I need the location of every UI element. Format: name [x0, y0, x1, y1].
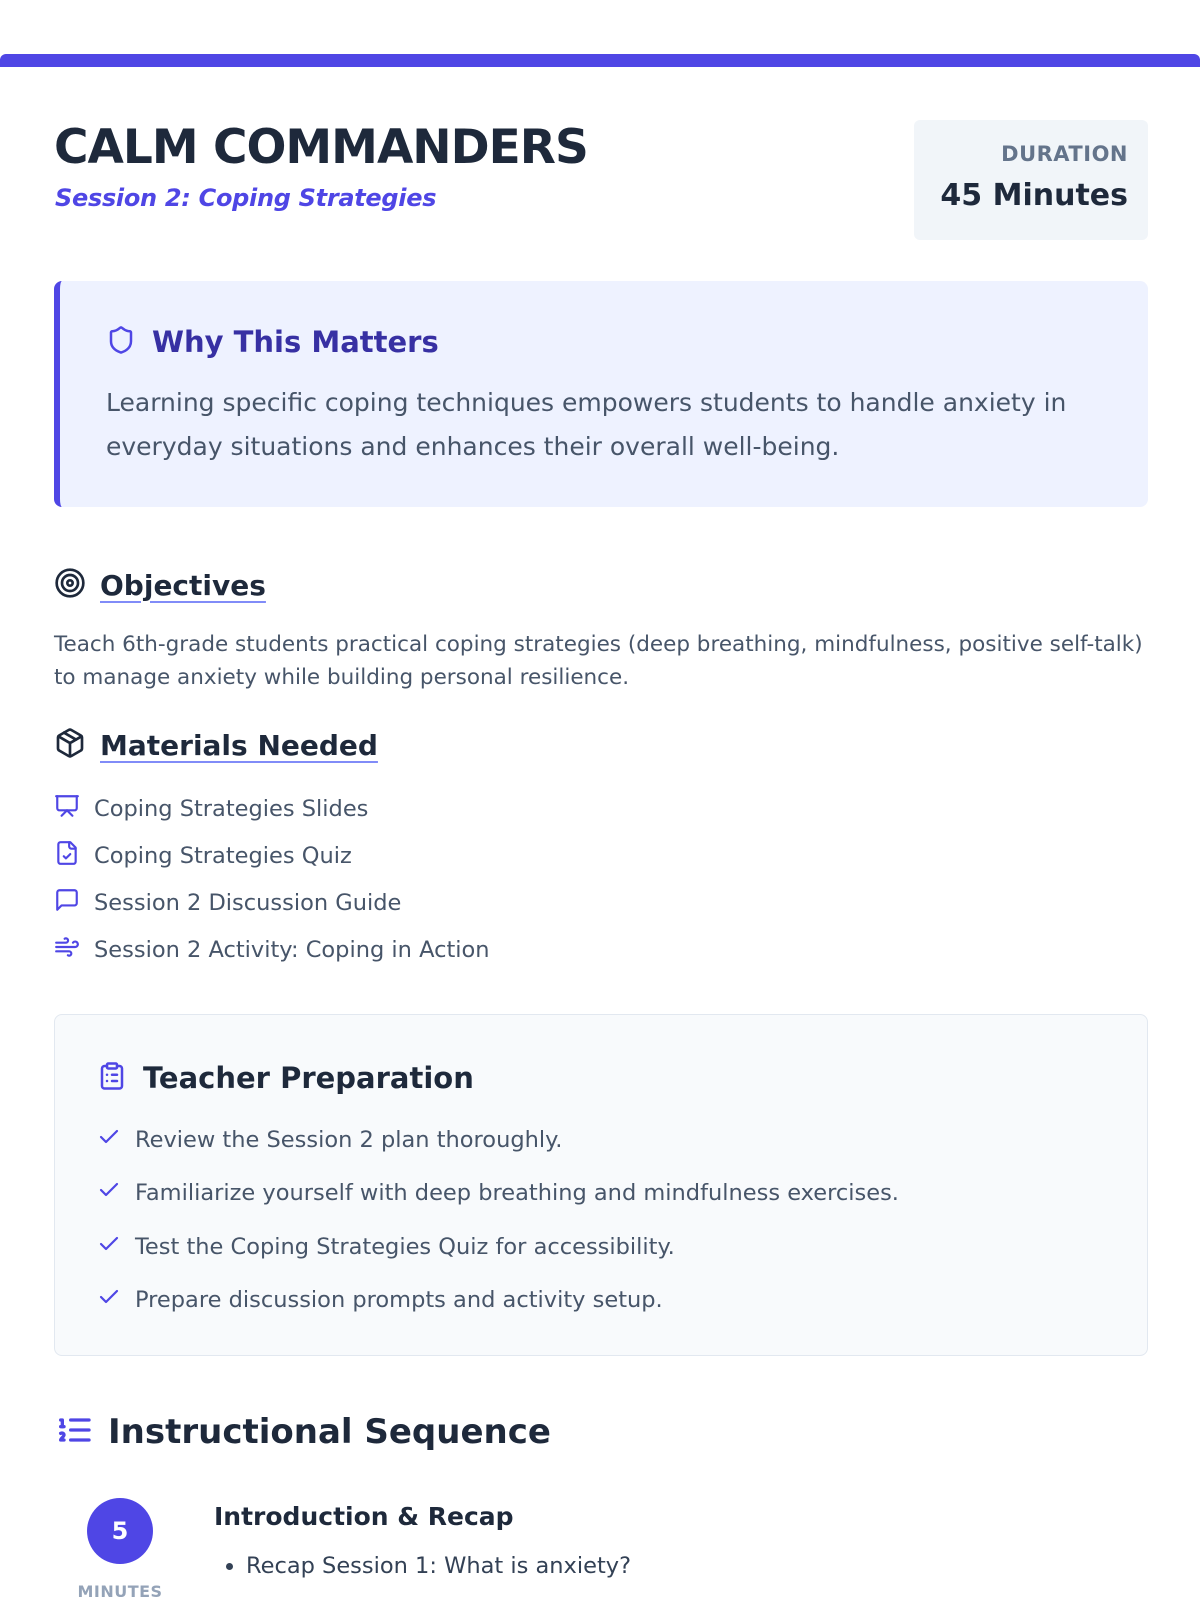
- why-this-matters-callout: [54, 281, 1148, 507]
- list-item: [97, 1167, 899, 1221]
- why-title: Why This Matters: [152, 325, 439, 359]
- prep-checklist: [97, 1113, 899, 1327]
- prep-item-label: Test the Coping Strategies Quiz for accessibility.: [135, 1233, 675, 1260]
- list-item[interactable]: [54, 926, 490, 973]
- sequence-heading: [54, 1410, 551, 1454]
- list-item[interactable]: [54, 785, 490, 832]
- step-bullets: [246, 1549, 631, 1584]
- material-label: Coping Strategies Slides: [94, 795, 369, 822]
- material-label: Session 2 Discussion Guide: [94, 889, 402, 916]
- list-item: [97, 1113, 899, 1167]
- prep-title: Teacher Preparation: [143, 1061, 474, 1095]
- prep-item-label: Review the Session 2 plan thoroughly.: [135, 1126, 563, 1153]
- list-item: • Recap Session 1: What is anxiety?: [246, 1549, 631, 1584]
- list-item: [97, 1274, 899, 1328]
- list-item[interactable]: [54, 832, 490, 879]
- clipboard-list-icon: [97, 1061, 143, 1095]
- objectives-heading: [54, 567, 266, 603]
- duration-card: [914, 120, 1148, 240]
- wind-icon: [54, 934, 94, 966]
- duration-label: DURATION: [1001, 142, 1128, 166]
- prep-item-label: Prepare discussion prompts and activity setup.: [135, 1287, 663, 1314]
- list-ordered-icon: [54, 1410, 108, 1454]
- step-title: Introduction & Recap: [214, 1502, 514, 1531]
- materials-list: [54, 785, 490, 973]
- check-icon: [97, 1232, 135, 1262]
- session-subtitle: Session 2: Coping Strategies: [55, 184, 437, 212]
- file-check-icon: [54, 840, 94, 872]
- duration-value: 45 Minutes: [940, 178, 1128, 213]
- teacher-preparation-card: [54, 1014, 1148, 1356]
- material-label: Session 2 Activity: Coping in Action: [94, 936, 490, 963]
- check-icon: [97, 1125, 135, 1155]
- objectives-text: Teach 6th-grade students practical coping strategies (deep breathing, mindfulness, positive self-talk) to manage anxiety while building personal resilience.: [54, 632, 1143, 690]
- page-header: [54, 120, 1148, 242]
- objectives-title: Objectives: [100, 568, 266, 602]
- step-minutes-badge: 5: [87, 1498, 153, 1564]
- check-icon: [97, 1285, 135, 1315]
- materials-title: Materials Needed: [100, 728, 378, 762]
- shield-icon: [106, 325, 152, 359]
- prep-item-label: Familiarize yourself with deep breathing and mindfulness exercises.: [135, 1180, 899, 1207]
- materials-heading: [54, 727, 378, 763]
- message-square-icon: [54, 887, 94, 919]
- top-accent-bar: [0, 54, 1200, 67]
- step-minutes-unit: MINUTES: [77, 1582, 163, 1600]
- why-text: Learning specific coping techniques empowers students to handle anxiety in everyday situations and enhances their overall well-being.: [106, 388, 1067, 461]
- page-title: CALM COMMANDERS: [54, 120, 588, 175]
- prep-title-row: [97, 1061, 474, 1095]
- list-item: [97, 1220, 899, 1274]
- why-title-row: [106, 325, 439, 359]
- list-item[interactable]: [54, 879, 490, 926]
- presentation-icon: [54, 793, 94, 825]
- check-icon: [97, 1178, 135, 1208]
- sequence-title: Instructional Sequence: [108, 1412, 551, 1452]
- material-label: Coping Strategies Quiz: [94, 842, 352, 869]
- target-icon: [54, 567, 100, 603]
- box-icon: [54, 727, 100, 763]
